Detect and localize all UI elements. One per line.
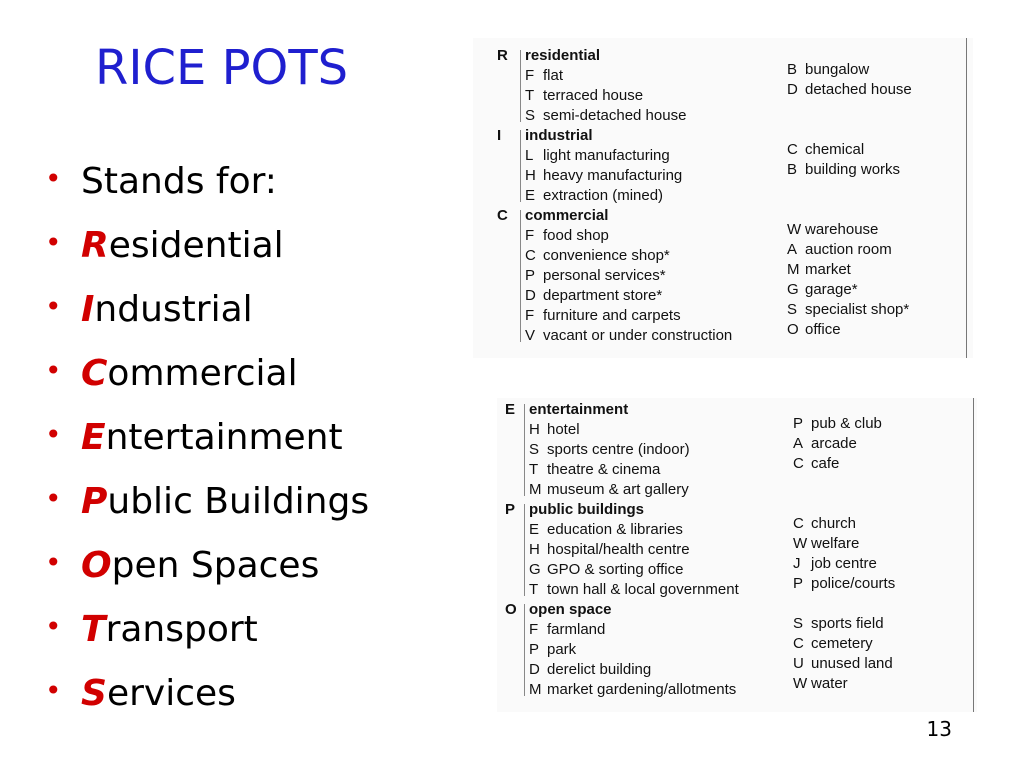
- legend-code-item: [787, 140, 864, 160]
- legend-code-item: [529, 580, 739, 600]
- legend-code: B: [787, 61, 798, 78]
- category-letter: O: [505, 601, 517, 618]
- legend-label: GPO & sorting office: [547, 561, 684, 578]
- bullet-item: [45, 406, 369, 470]
- legend-code: A: [787, 241, 798, 258]
- bullet-text: pen Spaces: [111, 545, 320, 586]
- legend-code-item: [529, 560, 683, 580]
- legend-code-item: [793, 454, 839, 474]
- category-name: industrial: [525, 127, 593, 144]
- legend-label: park: [547, 641, 577, 658]
- legend-code: C: [793, 455, 804, 472]
- legend-code-item: [787, 300, 909, 320]
- legend-code: C: [793, 635, 804, 652]
- legend-code: F: [525, 227, 535, 244]
- legend-code-item: [787, 220, 878, 240]
- legend-code: E: [525, 187, 536, 204]
- category-letter: I: [497, 127, 502, 144]
- legend-code: P: [529, 641, 540, 658]
- legend-code-item: [525, 286, 662, 306]
- legend-code: P: [793, 415, 804, 432]
- legend-label: church: [811, 515, 857, 532]
- legend-label: office: [805, 321, 841, 338]
- legend-label: chemical: [805, 141, 865, 158]
- category-divider: [520, 50, 521, 122]
- legend-code-item: [787, 160, 900, 180]
- legend-code-item: [793, 514, 856, 534]
- panel-border: [966, 38, 967, 358]
- legend-label: museum & art gallery: [547, 481, 689, 498]
- legend-code-item: [787, 260, 851, 280]
- legend-code-item: [793, 654, 893, 674]
- legend-label: sports centre (indoor): [547, 441, 690, 458]
- legend-label: terraced house: [543, 87, 644, 104]
- legend-code-item: [787, 80, 912, 100]
- legend-code-item: [525, 186, 663, 206]
- legend-code-item: [787, 60, 869, 80]
- category-divider: [524, 504, 525, 596]
- bullet-text: ndustrial: [94, 289, 253, 330]
- legend-label: vacant or under construction: [543, 327, 733, 344]
- bullet-initial-letter: T: [81, 609, 106, 650]
- category-letter: R: [497, 47, 508, 64]
- slide-title: RICE POTS: [95, 40, 349, 96]
- legend-code-item: [793, 574, 895, 594]
- bullet-initial-letter: S: [81, 673, 107, 714]
- legend-label: furniture and carpets: [543, 307, 681, 324]
- bullet-text: ublic Buildings: [107, 481, 370, 522]
- category-name: public buildings: [529, 501, 644, 518]
- legend-code-item: [793, 434, 857, 454]
- page-number: 13: [926, 717, 952, 741]
- legend-code-item: [793, 554, 877, 574]
- bullet-item: [45, 534, 369, 598]
- legend-code-item: [787, 280, 858, 300]
- legend-label: light manufacturing: [543, 147, 670, 164]
- legend-code: D: [529, 661, 540, 678]
- legend-code: L: [525, 147, 534, 164]
- legend-code: A: [793, 435, 804, 452]
- legend-code: C: [793, 515, 804, 532]
- bullet-icon: •: [45, 610, 62, 643]
- legend-code: S: [793, 615, 804, 632]
- legend-code: S: [529, 441, 540, 458]
- panel-border: [973, 398, 974, 712]
- legend-label: arcade: [811, 435, 857, 452]
- legend-label: cemetery: [811, 635, 873, 652]
- legend-code-item: [525, 306, 681, 326]
- bullet-icon: •: [45, 674, 62, 707]
- bullet-text: ervices: [106, 673, 236, 714]
- legend-label: building works: [805, 161, 901, 178]
- legend-code: F: [529, 621, 539, 638]
- legend-code: T: [529, 461, 539, 478]
- legend-code: C: [525, 247, 536, 264]
- legend-code-item: [529, 520, 683, 540]
- bullet-item: [45, 598, 369, 662]
- legend-code: M: [787, 261, 800, 278]
- legend-code: F: [525, 67, 535, 84]
- bullet-text: Stands for:: [81, 161, 277, 202]
- category-name: entertainment: [529, 401, 629, 418]
- bullet-icon: •: [45, 354, 62, 387]
- legend-label: flat: [543, 67, 564, 84]
- category-divider: [520, 130, 521, 202]
- category-name: commercial: [525, 207, 609, 224]
- legend-label: unused land: [811, 655, 893, 672]
- legend-code: W: [793, 675, 808, 692]
- bullet-text: esidential: [108, 225, 284, 266]
- legend-code-item: [525, 66, 563, 86]
- category-divider: [520, 210, 521, 342]
- legend-label: heavy manufacturing: [543, 167, 683, 184]
- legend-code: S: [787, 301, 798, 318]
- legend-code-item: [793, 614, 884, 634]
- bullet-text: ransport: [105, 609, 258, 650]
- legend-code-item: [525, 146, 670, 166]
- legend-code-item: [525, 246, 670, 266]
- bullet-icon: •: [45, 418, 62, 451]
- legend-label: job centre: [811, 555, 877, 572]
- bullet-item: [45, 662, 369, 726]
- legend-code: D: [525, 287, 536, 304]
- legend-label: town hall & local government: [547, 581, 739, 598]
- legend-label: pub & club: [811, 415, 882, 432]
- bullet-initial-letter: E: [81, 417, 106, 458]
- legend-code: W: [787, 221, 802, 238]
- legend-code: H: [529, 421, 540, 438]
- legend-code: H: [529, 541, 540, 558]
- bullet-initial-letter: O: [81, 545, 112, 586]
- legend-label: sports field: [811, 615, 884, 632]
- legend-code: M: [529, 681, 542, 698]
- legend-label: specialist shop*: [805, 301, 910, 318]
- legend-code: P: [525, 267, 536, 284]
- legend-code: D: [787, 81, 798, 98]
- bullet-icon: •: [45, 482, 62, 515]
- legend-code: T: [525, 87, 535, 104]
- bullet-text: ommercial: [107, 353, 298, 394]
- bullet-icon: •: [45, 162, 62, 195]
- legend-label: market gardening/allotments: [547, 681, 737, 698]
- bullet-list: [45, 150, 369, 726]
- category-divider: [524, 604, 525, 696]
- legend-code: C: [787, 141, 798, 158]
- legend-label: convenience shop*: [543, 247, 670, 264]
- category-divider: [524, 404, 525, 496]
- legend-code: J: [793, 555, 801, 572]
- legend-label: department store*: [543, 287, 663, 304]
- bullet-initial-letter: I: [81, 289, 95, 330]
- bullet-item: [45, 342, 369, 406]
- legend-code-item: [525, 106, 686, 126]
- legend-code-item: [793, 634, 873, 654]
- bullet-item: [45, 278, 369, 342]
- legend-label: semi-detached house: [543, 107, 687, 124]
- legend-code: W: [793, 535, 808, 552]
- category-name: residential: [525, 47, 601, 64]
- legend-label: garage*: [805, 281, 858, 298]
- legend-code-item: [793, 414, 882, 434]
- legend-panel-residential-industrial-commercial: [473, 38, 973, 358]
- legend-code-item: [529, 480, 689, 500]
- legend-label: farmland: [547, 621, 606, 638]
- legend-code-item: [793, 534, 859, 554]
- legend-code: O: [787, 321, 799, 338]
- legend-label: theatre & cinema: [547, 461, 661, 478]
- legend-label: water: [811, 675, 848, 692]
- legend-label: education & libraries: [547, 521, 683, 538]
- bullet-text: ntertainment: [105, 417, 343, 458]
- legend-code-item: [529, 660, 651, 680]
- legend-code: G: [529, 561, 541, 578]
- legend-label: auction room: [805, 241, 892, 258]
- category-letter: E: [505, 401, 516, 418]
- category-letter: P: [505, 501, 516, 518]
- category-name: open space: [529, 601, 612, 618]
- legend-code-item: [529, 440, 690, 460]
- legend-label: bungalow: [805, 61, 870, 78]
- legend-code: H: [525, 167, 536, 184]
- legend-code-item: [529, 460, 660, 480]
- bullet-item: [45, 150, 369, 214]
- bullet-icon: •: [45, 290, 62, 323]
- legend-label: personal services*: [543, 267, 666, 284]
- bullet-initial-letter: C: [81, 353, 108, 394]
- legend-code: B: [787, 161, 798, 178]
- legend-code-item: [525, 226, 609, 246]
- legend-code-item: [529, 420, 580, 440]
- legend-label: market: [805, 261, 851, 278]
- bullet-item: [45, 214, 369, 278]
- legend-label: welfare: [811, 535, 860, 552]
- legend-label: detached house: [805, 81, 912, 98]
- legend-code-item: [525, 326, 732, 346]
- legend-code: E: [529, 521, 540, 538]
- legend-code: S: [525, 107, 536, 124]
- category-letter: C: [497, 207, 508, 224]
- legend-code-item: [525, 166, 682, 186]
- legend-code-item: [529, 540, 690, 560]
- legend-label: food shop: [543, 227, 609, 244]
- legend-code: T: [529, 581, 539, 598]
- legend-label: hospital/health centre: [547, 541, 690, 558]
- bullet-initial-letter: R: [81, 225, 109, 266]
- bullet-initial-letter: P: [81, 481, 108, 522]
- legend-code-item: [787, 240, 892, 260]
- legend-code: U: [793, 655, 804, 672]
- legend-code-item: [787, 320, 841, 340]
- legend-label: hotel: [547, 421, 580, 438]
- legend-code: M: [529, 481, 542, 498]
- bullet-item: [45, 470, 369, 534]
- legend-code: F: [525, 307, 535, 324]
- legend-code-item: [529, 640, 576, 660]
- legend-label: police/courts: [811, 575, 896, 592]
- legend-panel-entertainment-public-open: [497, 398, 977, 712]
- bullet-icon: •: [45, 226, 62, 259]
- legend-label: derelict building: [547, 661, 652, 678]
- bullet-icon: •: [45, 546, 62, 579]
- legend-code-item: [525, 86, 643, 106]
- legend-label: warehouse: [805, 221, 879, 238]
- legend-code: P: [793, 575, 804, 592]
- legend-code-item: [793, 674, 848, 694]
- legend-code: V: [525, 327, 536, 344]
- legend-label: cafe: [811, 455, 840, 472]
- legend-code-item: [529, 680, 736, 700]
- legend-label: extraction (mined): [543, 187, 664, 204]
- legend-code: G: [787, 281, 799, 298]
- legend-code-item: [529, 620, 605, 640]
- legend-code-item: [525, 266, 666, 286]
